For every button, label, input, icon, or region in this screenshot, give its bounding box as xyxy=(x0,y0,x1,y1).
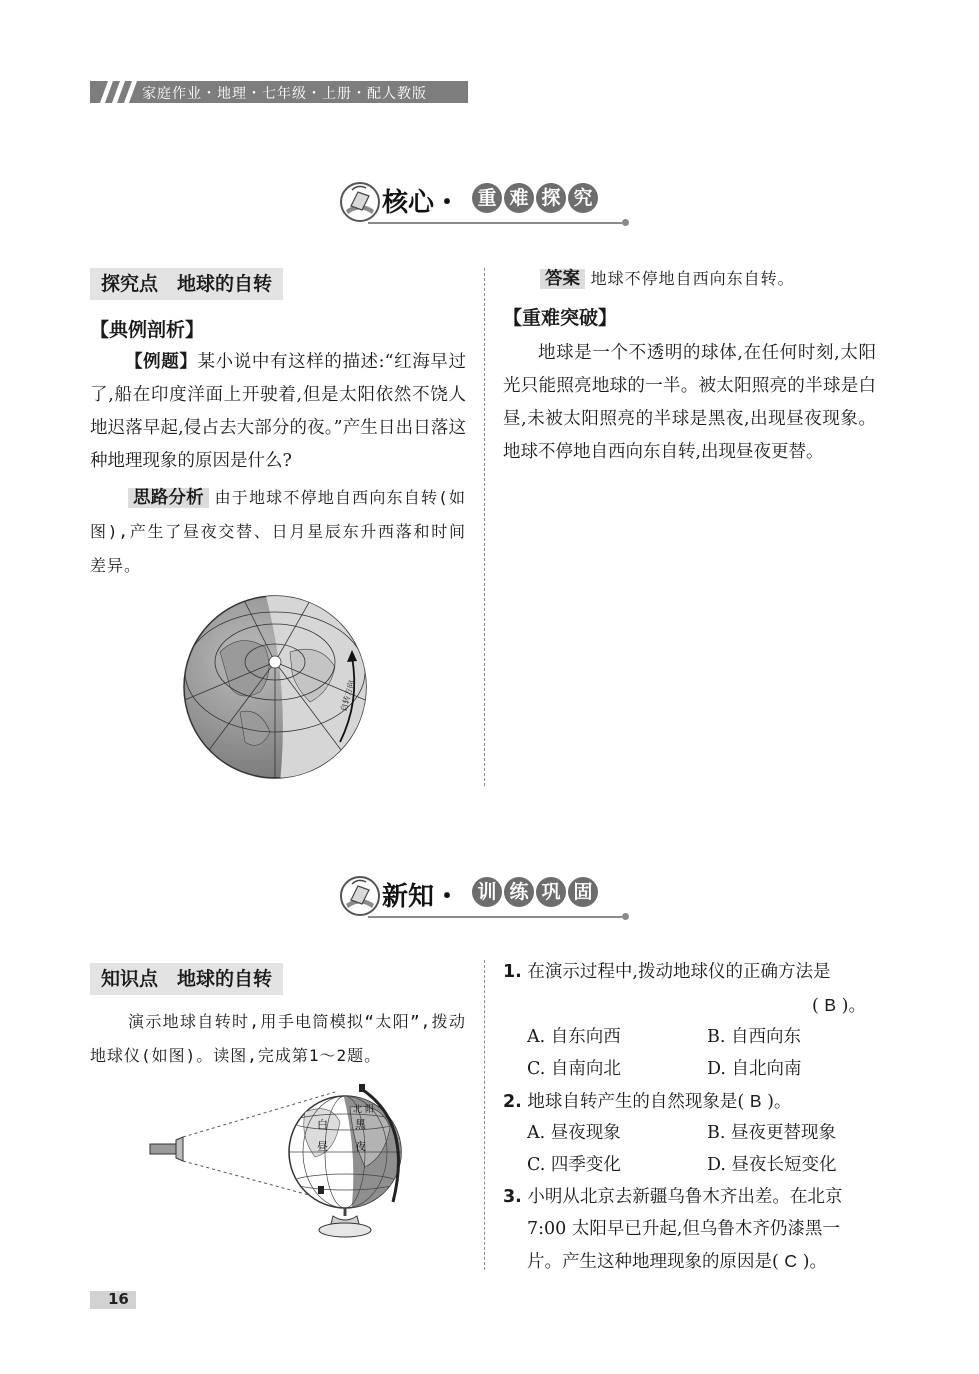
column-divider xyxy=(484,960,485,1270)
header-title: 家庭作业・地理・七年级・上册・配人教版 xyxy=(142,86,427,102)
globe-day-label-1: 白 xyxy=(317,1118,328,1131)
example-paragraph xyxy=(90,346,466,478)
banner-circle-char: 固 xyxy=(568,877,598,907)
question-stem-line-2: 7:00 太阳早已升起,但乌鲁木齐仍漆黑一 xyxy=(527,1219,840,1239)
banner-circle-char: 巩 xyxy=(536,877,566,907)
book-emblem-icon xyxy=(338,180,382,224)
globe-sun-label: 阳 xyxy=(365,1105,375,1115)
banner-circle-char: 探 xyxy=(536,183,566,213)
option[interactable]: C. 自南向北 xyxy=(527,1059,621,1079)
example-tag: 【例题】 xyxy=(125,352,198,372)
header-band xyxy=(90,81,468,103)
header-slashes-icon xyxy=(96,81,140,103)
option[interactable]: B. 自西向东 xyxy=(707,1027,801,1047)
question-stem: 地球自转产生的自然现象是( xyxy=(527,1092,745,1112)
key-paragraph: 地球是一个不透明的球体,在任何时刻,太阳光只能照亮地球的一半。被太阳照亮的半球是白昼,未被太阳照亮的半球是黑夜,出现昼夜现象。地球不停地自西向东自转,出现昼夜更替。 xyxy=(503,343,876,462)
question-3: 3. 小明从北京去新疆乌鲁木齐出差。在北京 7:00 太阳早已升起,但乌鲁木齐仍漆黑一 片。产生这种地理现象的原因是( C )。 xyxy=(503,1187,843,1272)
banner-core-title: 核心・ xyxy=(382,188,461,218)
option[interactable]: A. 昼夜现象 xyxy=(527,1123,621,1143)
book-emblem-icon xyxy=(338,874,382,918)
answer-value: C xyxy=(784,1251,798,1271)
globe-day-label-2: 昼 xyxy=(317,1140,328,1153)
question-2-options-row-1 xyxy=(527,1117,887,1149)
knowledge-point-label: 知识点 地球的自转 xyxy=(90,963,283,995)
banner-circle-char: 训 xyxy=(472,877,502,907)
answer-line xyxy=(540,262,880,296)
banner-circle-char: 难 xyxy=(504,183,534,213)
column-divider xyxy=(484,268,485,786)
intro-paragraph xyxy=(90,1005,466,1073)
option[interactable]: B. 昼夜更替现象 xyxy=(707,1123,836,1143)
globe-night-label-2: 夜 xyxy=(355,1140,366,1153)
banner-dot xyxy=(622,913,629,920)
option[interactable]: C. 四季变化 xyxy=(527,1155,621,1175)
question-stem-line-3: 片。产生这种地理现象的原因是( xyxy=(527,1252,779,1272)
question-1-answer: ( B )。 xyxy=(812,995,866,1016)
banner-circle-char: 究 xyxy=(568,183,598,213)
banner-circle-char: 练 xyxy=(504,877,534,907)
explore-point-label: 探究点 地球的自转 xyxy=(90,268,283,300)
rotating-globe-figure xyxy=(180,592,370,782)
question-number: 1. xyxy=(503,962,522,982)
analysis-text: 由于地球不停地自西向东自转(如图),产生了昼夜交替、日月星辰东升西落和时间差异。 xyxy=(90,488,466,575)
banner-new-circles xyxy=(472,877,598,907)
page-number: 16 xyxy=(108,1290,129,1308)
example-heading: 【典例剖析】 xyxy=(90,319,205,341)
banner-underline xyxy=(368,916,622,918)
answer-value: B xyxy=(749,1091,762,1111)
banner-circle-char: 重 xyxy=(472,183,502,213)
answer-value: B xyxy=(824,995,837,1015)
question-number: 2. xyxy=(503,1092,522,1112)
key-heading: 【重难突破】 xyxy=(503,307,618,329)
banner-new-title: 新知・ xyxy=(382,882,461,912)
question-1 xyxy=(503,956,879,988)
banner-dot xyxy=(622,219,629,226)
answer-text: 地球不停地自西向东自转。 xyxy=(590,269,795,288)
rotation-direction-label: 自转方向 xyxy=(339,679,357,713)
section-banner-core xyxy=(338,178,638,228)
question-2: 2. 地球自转产生的自然现象是( B )。 xyxy=(503,1091,792,1112)
question-2-options-row-2 xyxy=(527,1149,887,1181)
section-banner-new xyxy=(338,872,638,922)
flashlight-globe-figure xyxy=(145,1082,410,1240)
banner-core-circles xyxy=(472,183,598,213)
question-1-options-row-1 xyxy=(527,1021,887,1053)
option[interactable]: D. 昼夜长短变化 xyxy=(707,1155,837,1175)
question-stem-line-1: 小明从北京去新疆乌鲁木齐出差。在北京 xyxy=(527,1187,843,1207)
question-stem: 在演示过程中,拨动地球仪的正确方法是 xyxy=(527,962,831,982)
answer-tag: 答案 xyxy=(540,269,585,289)
intro-text: 演示地球自转时,用手电筒模拟“太阳”,拨动地球仪(如图)。读图,完成第1～2题。 xyxy=(90,1012,466,1065)
analysis-tag: 思路分析 xyxy=(128,488,209,508)
question-number: 3. xyxy=(503,1187,522,1207)
question-1-options-row-2 xyxy=(527,1053,887,1085)
option[interactable]: A. 自东向西 xyxy=(527,1027,621,1047)
globe-north-label: 北 xyxy=(353,1105,363,1115)
option[interactable]: D. 自北向南 xyxy=(707,1059,802,1079)
example-text: 某小说中有这样的描述:“红海早过了,船在印度洋面上开驶着,但是太阳依然不饶人地迟落早起,侵占去大部分的夜。”产生日出日落这种地理现象的原因是什么? xyxy=(90,352,467,471)
globe-night-label-1: 黑 xyxy=(355,1118,366,1131)
analysis-paragraph xyxy=(90,481,466,583)
banner-underline xyxy=(368,222,622,224)
